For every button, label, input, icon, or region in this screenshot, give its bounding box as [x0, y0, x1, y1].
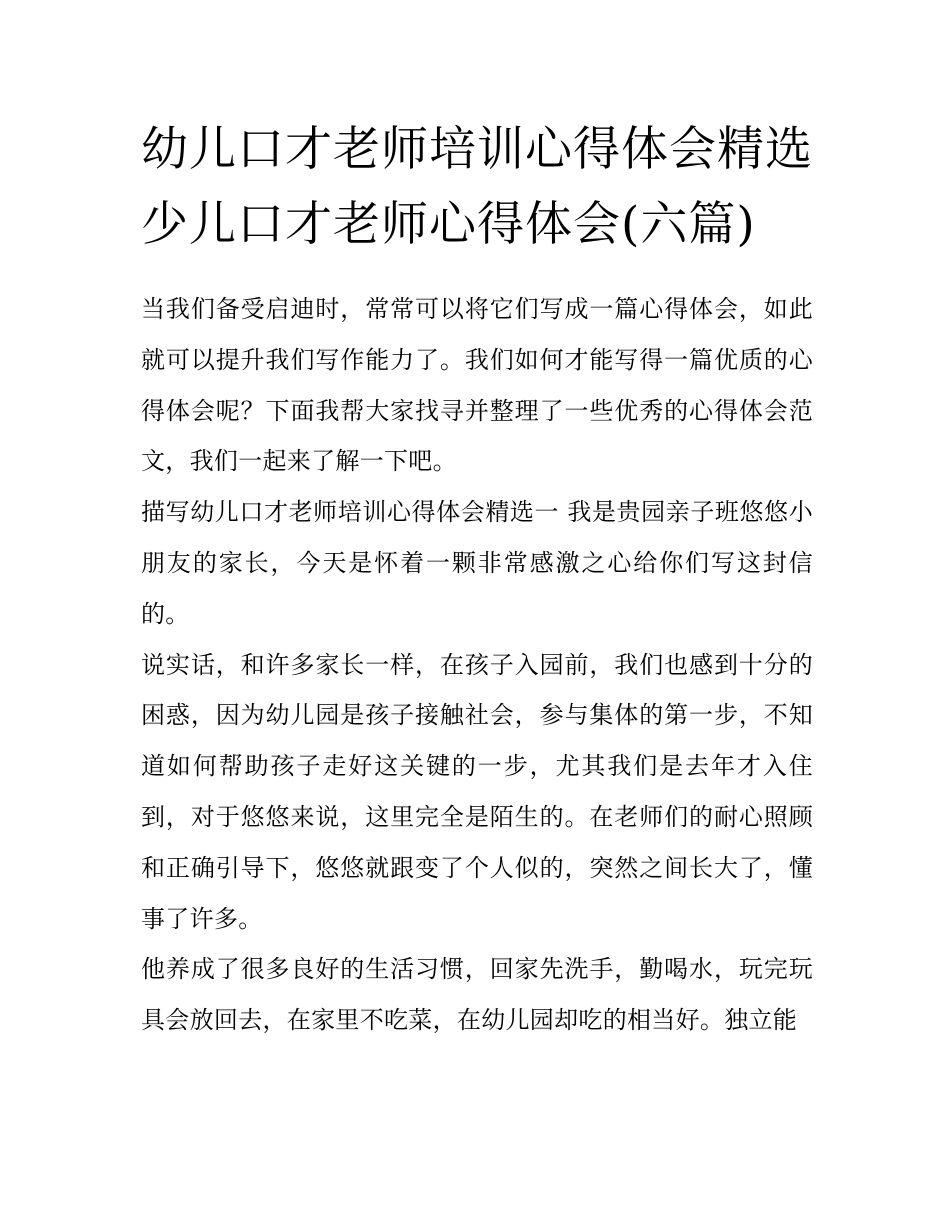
document-body	[141, 284, 813, 1046]
paragraph-good-habits: 他养成了很多良好的生活习惯，回家先洗手，勤喝水，玩完玩具会放回去，在家里不吃菜，在幼儿园却吃的相当好。独立能	[141, 955, 813, 1035]
document-content	[141, 112, 813, 1046]
paragraph-letter-opening: 描写幼儿口才老师培训心得体会精选一 我是贵园亲子班悠悠小朋友的家长，今天是怀着一颗非常感激之心给你们写这封信的。	[141, 498, 813, 628]
paragraph-intro: 当我们备受启迪时，常常可以将它们写成一篇心得体会，如此就可以提升我们写作能力了。我们如何才能写得一篇优质的心得体会呢？下面我帮大家找寻并整理了一些优秀的心得体会范文，我们一起来了解一下吧。	[141, 295, 813, 476]
paragraph-entering-kindergarten: 说实话，和许多家长一样，在孩子入园前，我们也感到十分的困惑，因为幼儿园是孩子接触社会，参与集体的第一步，不知道如何帮助孩子走好这关键的一步，尤其我们是去年才入住到，对于悠悠来说，这里完全是陌生的。在老师们的耐心照顾和正确引导下，悠悠就跟变了个人似的，突然之间长大了，懂事了许多。	[141, 650, 813, 933]
document-title: 幼儿口才老师培训心得体会精选 少儿口才老师心得体会(六篇)	[141, 122, 813, 252]
